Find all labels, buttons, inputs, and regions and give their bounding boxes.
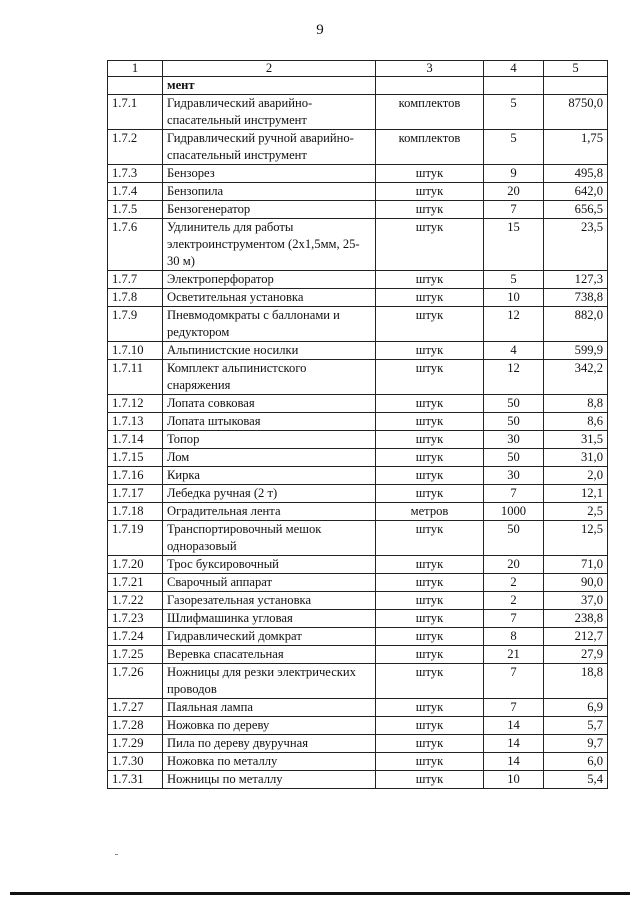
item-quantity: 5 xyxy=(484,271,544,289)
item-quantity: 12 xyxy=(484,307,544,342)
item-value: 8,8 xyxy=(544,395,608,413)
item-quantity: 7 xyxy=(484,610,544,628)
item-unit: штук xyxy=(376,307,484,342)
item-number: 1.7.15 xyxy=(108,449,163,467)
continuation-row xyxy=(108,77,608,95)
item-number: 1.7.14 xyxy=(108,431,163,449)
item-name: Гидравлический ручной аварийно-спасательный инструмент xyxy=(163,130,376,165)
table-row xyxy=(108,735,608,753)
item-value: 27,9 xyxy=(544,646,608,664)
item-number: 1.7.24 xyxy=(108,628,163,646)
item-number: 1.7.1 xyxy=(108,95,163,130)
item-name: Лопата штыковая xyxy=(163,413,376,431)
item-value: 656,5 xyxy=(544,201,608,219)
header-col-2: 2 xyxy=(163,61,376,77)
item-number: 1.7.12 xyxy=(108,395,163,413)
item-number: 1.7.28 xyxy=(108,717,163,735)
item-name: Кирка xyxy=(163,467,376,485)
table-row xyxy=(108,413,608,431)
table-row xyxy=(108,521,608,556)
item-number: 1.7.21 xyxy=(108,574,163,592)
item-unit: штук xyxy=(376,717,484,735)
item-number: 1.7.4 xyxy=(108,183,163,201)
item-unit: штук xyxy=(376,219,484,271)
item-number: 1.7.30 xyxy=(108,753,163,771)
item-unit: штук xyxy=(376,449,484,467)
table-row xyxy=(108,646,608,664)
item-quantity: 20 xyxy=(484,556,544,574)
item-number: 1.7.23 xyxy=(108,610,163,628)
table-row xyxy=(108,183,608,201)
item-name: Бензогенератор xyxy=(163,201,376,219)
item-quantity: 4 xyxy=(484,342,544,360)
item-unit: штук xyxy=(376,628,484,646)
item-value: 8,6 xyxy=(544,413,608,431)
item-value: 6,0 xyxy=(544,753,608,771)
item-value: 642,0 xyxy=(544,183,608,201)
table-row xyxy=(108,574,608,592)
item-number: 1.7.31 xyxy=(108,771,163,789)
table-row xyxy=(108,431,608,449)
header-row xyxy=(108,61,608,77)
item-name: Оградительная лента xyxy=(163,503,376,521)
item-value: 9,7 xyxy=(544,735,608,753)
item-quantity: 8 xyxy=(484,628,544,646)
table-row xyxy=(108,307,608,342)
continuation-value-cell xyxy=(544,77,608,95)
item-unit: штук xyxy=(376,574,484,592)
table-row xyxy=(108,289,608,307)
item-value: 2,5 xyxy=(544,503,608,521)
item-value: 71,0 xyxy=(544,556,608,574)
table-body xyxy=(108,61,608,789)
item-number: 1.7.20 xyxy=(108,556,163,574)
item-quantity: 5 xyxy=(484,95,544,130)
table-row xyxy=(108,360,608,395)
item-value: 31,0 xyxy=(544,449,608,467)
item-name: Комплект альпинистского снаряжения xyxy=(163,360,376,395)
item-number: 1.7.27 xyxy=(108,699,163,717)
item-unit: штук xyxy=(376,556,484,574)
item-number: 1.7.11 xyxy=(108,360,163,395)
item-value: 18,8 xyxy=(544,664,608,699)
item-name: Гидравлический аварийно-спасательный инструмент xyxy=(163,95,376,130)
item-name: Транспортировочный мешок одноразовый xyxy=(163,521,376,556)
table-row xyxy=(108,95,608,130)
item-unit: штук xyxy=(376,771,484,789)
item-number: 1.7.7 xyxy=(108,271,163,289)
header-col-3: 3 xyxy=(376,61,484,77)
item-quantity: 14 xyxy=(484,753,544,771)
table-row xyxy=(108,699,608,717)
table-row xyxy=(108,753,608,771)
item-value: 23,5 xyxy=(544,219,608,271)
table-row xyxy=(108,271,608,289)
item-name: Топор xyxy=(163,431,376,449)
item-name: Бензопила xyxy=(163,183,376,201)
table-row xyxy=(108,592,608,610)
item-name: Трос буксировочный xyxy=(163,556,376,574)
equipment-table xyxy=(107,60,608,789)
item-value: 90,0 xyxy=(544,574,608,592)
item-number: 1.7.9 xyxy=(108,307,163,342)
item-quantity: 30 xyxy=(484,467,544,485)
item-quantity: 7 xyxy=(484,201,544,219)
table-row xyxy=(108,467,608,485)
continuation-num-cell xyxy=(108,77,163,95)
table-row xyxy=(108,503,608,521)
table-row xyxy=(108,610,608,628)
item-unit: штук xyxy=(376,413,484,431)
item-quantity: 12 xyxy=(484,360,544,395)
item-value: 31,5 xyxy=(544,431,608,449)
item-quantity: 21 xyxy=(484,646,544,664)
item-number: 1.7.26 xyxy=(108,664,163,699)
header-col-5: 5 xyxy=(544,61,608,77)
item-name: Ножницы для резки электрических проводов xyxy=(163,664,376,699)
table-row xyxy=(108,717,608,735)
item-unit: штук xyxy=(376,395,484,413)
item-unit: штук xyxy=(376,485,484,503)
item-number: 1.7.22 xyxy=(108,592,163,610)
item-quantity: 50 xyxy=(484,413,544,431)
item-name: Лебедка ручная (2 т) xyxy=(163,485,376,503)
item-value: 212,7 xyxy=(544,628,608,646)
page-number: 9 xyxy=(316,22,324,38)
table-row xyxy=(108,201,608,219)
item-unit: штук xyxy=(376,664,484,699)
item-number: 1.7.10 xyxy=(108,342,163,360)
item-name: Газорезательная установка xyxy=(163,592,376,610)
item-name: Лопата совковая xyxy=(163,395,376,413)
item-unit: штук xyxy=(376,646,484,664)
item-quantity: 10 xyxy=(484,289,544,307)
item-quantity: 5 xyxy=(484,130,544,165)
item-value: 12,1 xyxy=(544,485,608,503)
item-number: 1.7.8 xyxy=(108,289,163,307)
header-col-4: 4 xyxy=(484,61,544,77)
item-value: 882,0 xyxy=(544,307,608,342)
item-unit: штук xyxy=(376,610,484,628)
table-row xyxy=(108,485,608,503)
item-name: Осветительная установка xyxy=(163,289,376,307)
item-unit: комплектов xyxy=(376,130,484,165)
item-number: 1.7.17 xyxy=(108,485,163,503)
item-value: 738,8 xyxy=(544,289,608,307)
item-unit: штук xyxy=(376,592,484,610)
continuation-unit-cell xyxy=(376,77,484,95)
item-value: 495,8 xyxy=(544,165,608,183)
item-number: 1.7.25 xyxy=(108,646,163,664)
table-row xyxy=(108,165,608,183)
item-unit: штук xyxy=(376,431,484,449)
item-number: 1.7.19 xyxy=(108,521,163,556)
item-quantity: 20 xyxy=(484,183,544,201)
item-quantity: 2 xyxy=(484,592,544,610)
item-unit: штук xyxy=(376,360,484,395)
item-value: 2,0 xyxy=(544,467,608,485)
item-number: 1.7.13 xyxy=(108,413,163,431)
item-quantity: 50 xyxy=(484,449,544,467)
item-quantity: 14 xyxy=(484,717,544,735)
item-name: Альпинистские носилки xyxy=(163,342,376,360)
item-quantity: 50 xyxy=(484,395,544,413)
item-quantity: 14 xyxy=(484,735,544,753)
item-quantity: 15 xyxy=(484,219,544,271)
item-unit: штук xyxy=(376,753,484,771)
item-unit: штук xyxy=(376,201,484,219)
item-value: 5,4 xyxy=(544,771,608,789)
table-row xyxy=(108,556,608,574)
item-quantity: 30 xyxy=(484,431,544,449)
item-value: 8750,0 xyxy=(544,95,608,130)
table-row xyxy=(108,628,608,646)
item-unit: штук xyxy=(376,183,484,201)
item-name: Ножовка по дереву xyxy=(163,717,376,735)
item-number: 1.7.2 xyxy=(108,130,163,165)
item-value: 5,7 xyxy=(544,717,608,735)
item-quantity: 1000 xyxy=(484,503,544,521)
table-row xyxy=(108,219,608,271)
item-name: Пила по дереву двуручная xyxy=(163,735,376,753)
item-unit: штук xyxy=(376,735,484,753)
continuation-qty-cell xyxy=(484,77,544,95)
item-unit: штук xyxy=(376,467,484,485)
item-quantity: 2 xyxy=(484,574,544,592)
item-value: 238,8 xyxy=(544,610,608,628)
item-quantity: 7 xyxy=(484,485,544,503)
item-unit: штук xyxy=(376,271,484,289)
item-quantity: 10 xyxy=(484,771,544,789)
item-number: 1.7.3 xyxy=(108,165,163,183)
item-value: 599,9 xyxy=(544,342,608,360)
item-name: Электроперфоратор xyxy=(163,271,376,289)
item-number: 1.7.16 xyxy=(108,467,163,485)
item-number: 1.7.18 xyxy=(108,503,163,521)
item-unit: метров xyxy=(376,503,484,521)
item-name: Ножовка по металлу xyxy=(163,753,376,771)
bottom-rule xyxy=(10,892,630,895)
scan-mark xyxy=(115,854,118,855)
table-row xyxy=(108,395,608,413)
item-name: Пневмодомкраты с баллонами и редуктором xyxy=(163,307,376,342)
item-quantity: 9 xyxy=(484,165,544,183)
table-row xyxy=(108,664,608,699)
table-row xyxy=(108,771,608,789)
item-unit: штук xyxy=(376,521,484,556)
item-name: Паяльная лампа xyxy=(163,699,376,717)
item-value: 342,2 xyxy=(544,360,608,395)
table-row xyxy=(108,449,608,467)
item-unit: штук xyxy=(376,289,484,307)
item-name: Бензорез xyxy=(163,165,376,183)
item-quantity: 7 xyxy=(484,699,544,717)
item-number: 1.7.29 xyxy=(108,735,163,753)
item-number: 1.7.5 xyxy=(108,201,163,219)
item-name: Сварочный аппарат xyxy=(163,574,376,592)
header-col-1: 1 xyxy=(108,61,163,77)
item-number: 1.7.6 xyxy=(108,219,163,271)
item-name: Ножницы по металлу xyxy=(163,771,376,789)
item-value: 12,5 xyxy=(544,521,608,556)
table-row xyxy=(108,342,608,360)
item-unit: штук xyxy=(376,699,484,717)
item-name: Шлифмашинка угловая xyxy=(163,610,376,628)
item-unit: штук xyxy=(376,165,484,183)
item-quantity: 50 xyxy=(484,521,544,556)
table-row xyxy=(108,130,608,165)
item-value: 127,3 xyxy=(544,271,608,289)
item-value: 37,0 xyxy=(544,592,608,610)
continuation-text: мент xyxy=(163,77,376,95)
item-name: Гидравлический домкрат xyxy=(163,628,376,646)
item-quantity: 7 xyxy=(484,664,544,699)
item-unit: штук xyxy=(376,342,484,360)
item-value: 1,75 xyxy=(544,130,608,165)
item-value: 6,9 xyxy=(544,699,608,717)
item-name: Удлинитель для работы электроинструментом (2х1,5мм, 25-30 м) xyxy=(163,219,376,271)
item-name: Веревка спасательная xyxy=(163,646,376,664)
item-unit: комплектов xyxy=(376,95,484,130)
item-name: Лом xyxy=(163,449,376,467)
